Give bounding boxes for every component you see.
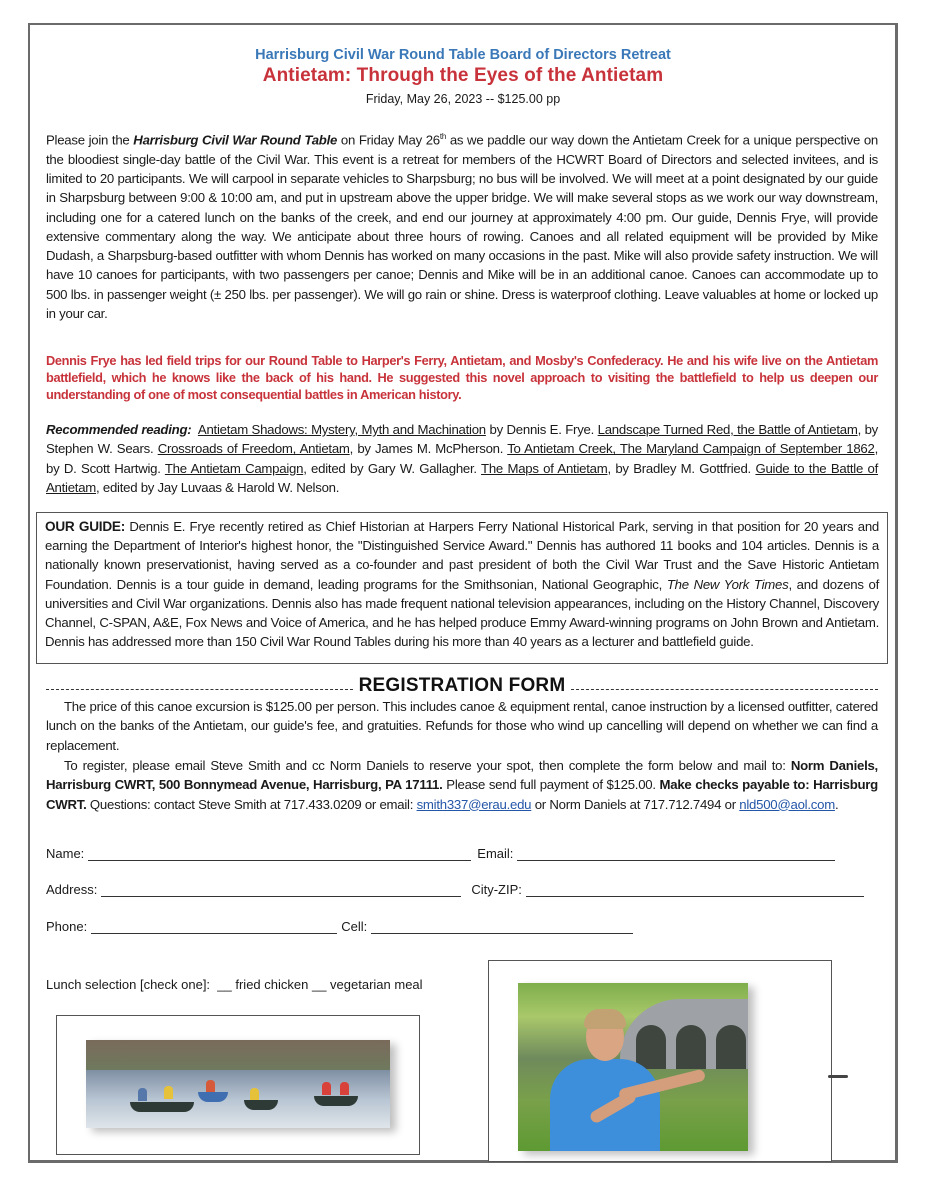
address-city-row	[46, 882, 864, 897]
book-author: , by James M. McPherson.	[349, 441, 508, 457]
guide-bio: Dennis E. Frye recently retired as Chief Historian at Harpers Ferry National Historical Park, serving in that position for 20 years and earning the Department of Interior's highest honor, the "Distinguished Service Award." Dennis has authored 11 books and 104 articles. Dennis is a nationally known preservationist, having served as a co-founder and past president of both the Civil War Trust and the Save Historic Antietam Foundation. Dennis is a tour guide in demand, leading programs for the Smithsonian, National Geographic,	[45, 519, 879, 592]
lunch-label: Lunch selection [check one]:	[46, 977, 211, 992]
phone-label: Phone:	[46, 919, 88, 934]
guide-photo-frame	[488, 960, 832, 1162]
intro-body: as we paddle our way down the Antietam Creek for a unique perspective on the bloodiest single-day battle of the Civil War. This event is a retreat for members of the HCWRT Board of Directors and selected invitees, and is limited to 20 participants. We will carpool in separate vehicles to Sharpsburg; no bus will be involved. We will meet at a point designated by our guide in Sharpsburg between 9:00 & 10:00 am, and put in upstream above the upper bridge. We will make several stops as we work our way downstream, including one for a catered lunch on the banks of the creek, and end our journey at approximately 4:00 pm. Our guide, Dennis Frye, will provide extensive commentary along the way. We anticipate about three hours of rowing. Canoes and all related equipment will be provided by Mike Dudash, a Sharpsburg-based outfitter with whom Dennis has worked on many occasions in the past. Mike will also provide safety instruction. We will have 10 canoes for participants, with two passengers per canoe; Dennis and Mike will be in an additional canoe. Canoes can accommodate up to 500 lbs. in passenger weight (± 250 lbs. per passenger). We will go rain or shine. Dress is waterproof clothing. Leave valuables at home or locked up in your car.	[46, 132, 878, 322]
bridge-arch	[676, 1025, 706, 1069]
book-author: , edited by Gary W. Gallagher.	[303, 460, 482, 476]
intro-paragraph	[46, 127, 878, 323]
mailing-address: Norm Daniels, Harrisburg CWRT, 500 Bonnymead Avenue, Harrisburg, PA 17111.	[46, 758, 878, 793]
email-link-norm[interactable]: nld500@aol.com	[739, 796, 835, 812]
bridge-arch	[636, 1025, 666, 1069]
email-field[interactable]	[517, 846, 835, 861]
book-title: The Maps of Antietam	[481, 460, 608, 476]
bridge-arch	[716, 1025, 746, 1069]
payment-text: Please send full payment of $125.00.	[442, 777, 660, 793]
questions-text: Questions: contact Steve Smith at 717.433.0209 or email:	[86, 796, 417, 812]
book-author: , edited by Jay Luvaas & Harold W. Nelson.	[96, 479, 340, 495]
book-title: Crossroads of Freedom, Antietam	[157, 441, 350, 457]
cell-label: Cell:	[341, 919, 368, 934]
book-author: , by D. Scott Hartwig.	[46, 441, 878, 476]
name-email-row	[46, 846, 835, 861]
address-label: Address:	[46, 882, 98, 897]
lunch-selection	[46, 977, 423, 992]
book-title: To Antietam Creek, The Maryland Campaign of September 1862	[507, 441, 875, 457]
book-title: Antietam Shadows: Mystery, Myth and Machination	[197, 422, 486, 437]
name-field[interactable]	[88, 846, 471, 861]
publication-name: The New York Times	[666, 576, 789, 592]
guide-highlight-note: Dennis Frye has led field trips for our Round Table to Harper's Ferry, Antietam, and Mosby's Confederacy. He and his wife live on the Antietam battlefield, which he knows like the back of his hand. He suggested this novel approach to visiting the battlefield to help us deepen our understanding of one of most consequential battles in American history.	[46, 353, 878, 402]
event-title: Antietam: Through the Eyes of the Antietam	[262, 65, 664, 86]
ordinal-suffix: th	[439, 132, 447, 141]
recommended-reading	[46, 420, 878, 497]
dennis-frye-bridge-photo	[518, 983, 748, 1151]
guide-bio-continued: , and dozens of universities and Civil War organizations. Dennis also has made frequent national television appearances, including on the History Channel, Discovery Channel, C-SPAN, A&E, Fox News and Voice of America, and he has helped produce Emmy Award-winning programs on John Brown and Antietam. Dennis has addressed more than 150 Civil War Round Tables during his more than 40 years as a lecturer and battlefield guide.	[45, 576, 879, 650]
registration-title: REGISTRATION FORM	[358, 675, 566, 696]
registration-heading	[46, 674, 878, 698]
phone-field[interactable]	[91, 919, 337, 934]
canoe-paddlers-photo	[86, 1040, 390, 1128]
checks-payable: Make checks payable to: Harrisburg CWRT.	[46, 777, 878, 812]
guide-label: OUR GUIDE:	[45, 519, 125, 534]
book-author: , by Bradley M. Gottfried.	[607, 460, 756, 476]
intro-lead: Please join the	[46, 132, 134, 148]
lunch-option-fried-chicken[interactable]: __ fried chicken	[217, 977, 309, 992]
paddler	[164, 1086, 173, 1099]
email-label: Email:	[477, 846, 514, 861]
org-name-emphasis: Harrisburg Civil War Round Table	[133, 132, 338, 148]
phone-cell-row	[46, 919, 633, 934]
email-link-steve[interactable]: smith337@erau.edu	[416, 796, 532, 812]
lunch-option-vegetarian[interactable]: __ vegetarian meal	[311, 977, 423, 992]
city-zip-field[interactable]	[526, 882, 864, 897]
address-field[interactable]	[101, 882, 461, 897]
price-paragraph: The price of this canoe excursion is $125.00 per person. This includes canoe & equipment rental, canoe instruction by a licensed outfitter, catered lunch on the banks of the Antietam, our guide's fee, and gratuities. Refunds for those who wind up cancelling will depend on whether we can find a replacement.	[46, 699, 878, 753]
cell-field[interactable]	[371, 919, 633, 934]
book-author: , by Stephen W. Sears.	[46, 422, 879, 457]
book-title: Guide to the Battle of Antietam	[46, 460, 879, 495]
name-label: Name:	[46, 846, 85, 861]
reading-label: Recommended reading:	[46, 422, 192, 437]
register-instructions	[46, 756, 878, 814]
intro-date: on Friday May 26	[337, 132, 440, 148]
our-guide-box	[36, 512, 888, 664]
guide-hair	[584, 1009, 626, 1029]
dashed-rule-left	[46, 689, 353, 690]
canoe	[314, 1096, 358, 1106]
dashed-rule-right	[571, 689, 878, 690]
paddler	[340, 1082, 349, 1095]
scan-artifact	[828, 1075, 848, 1078]
paddler	[322, 1082, 331, 1095]
canoe	[130, 1102, 194, 1112]
stone-bridge	[620, 999, 748, 1069]
paddler	[138, 1088, 147, 1101]
period: .	[834, 796, 839, 812]
canoe	[244, 1100, 278, 1110]
city-zip-label: City-ZIP:	[471, 882, 522, 897]
book-title: The Antietam Campaign	[164, 460, 304, 476]
book-author: by Dennis E. Frye.	[485, 422, 598, 437]
canoe-photo-frame	[56, 1015, 420, 1155]
register-lead: To register, please email Steve Smith and cc Norm Daniels to reserve your spot, then complete the form below and mail to:	[64, 758, 791, 773]
event-date-price: Friday, May 26, 2023 -- $125.00 pp	[365, 92, 561, 106]
book-title: Landscape Turned Red, the Battle of Antietam	[597, 422, 858, 437]
organization-heading: Harrisburg Civil War Round Table Board of Directors Retreat	[255, 47, 671, 63]
norm-contact: or Norm Daniels at 717.712.7494 or	[531, 796, 740, 812]
